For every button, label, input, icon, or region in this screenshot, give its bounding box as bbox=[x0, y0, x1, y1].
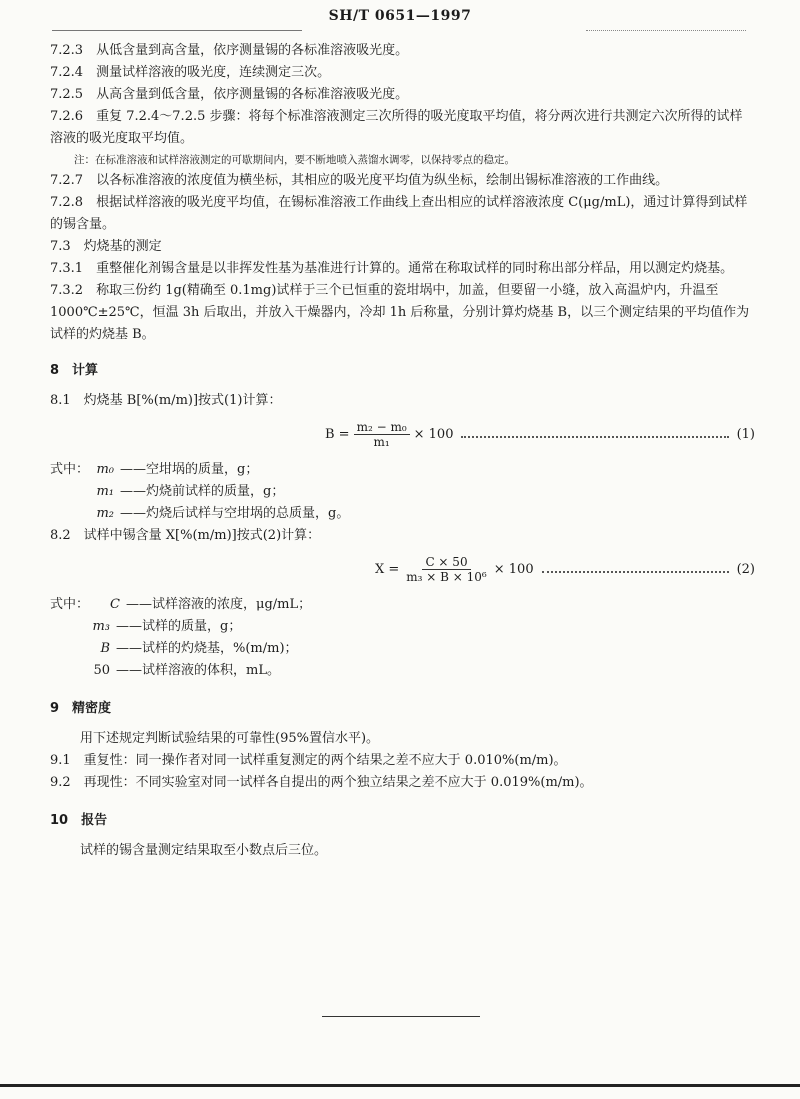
definitions-intro: 式中： bbox=[50, 597, 90, 612]
definition-text: ——灼烧后试样与空坩埚的总质量，g。 bbox=[120, 506, 350, 521]
formula-2-lhs: X = bbox=[375, 561, 400, 577]
formula-1-rhs: × 100 bbox=[413, 426, 454, 442]
formula-1-expr bbox=[325, 420, 453, 449]
standard-code: SH/T 0651—1997 bbox=[328, 8, 472, 24]
clause-7-3-2: 7.3.2 称取三份约 1g(精确至 0.1mg)试样于三个已恒重的瓷坩埚中，加盖，但要留一小缝，放入高温炉内，升温至 1000℃±25℃，恒温 3h 后取出，并放入干燥器内，冷却 1h 后称量，分别计算灼烧基 B，以三个测定结果的平均值作为试样的灼烧基 B。 bbox=[50, 283, 750, 342]
formula-1-denominator: m₁ bbox=[373, 435, 390, 449]
clause-9-1: 9.1 重复性：同一操作者对同一试样重复测定的两个结果之差不应大于 0.010%(m/m)。 bbox=[50, 753, 567, 768]
precision-intro: 用下述规定判断试验结果的可靠性(95%置信水平)。 bbox=[80, 731, 380, 746]
formula-1-leader bbox=[461, 436, 728, 438]
clause-7-3: 7.3 灼烧基的测定 bbox=[50, 239, 162, 254]
definition-text: ——试样的质量，g； bbox=[116, 619, 242, 634]
definition-text: ——试样溶液的体积，mL。 bbox=[116, 663, 280, 678]
definition-row bbox=[50, 616, 755, 638]
formula-1-definitions bbox=[50, 459, 755, 525]
definition-symbol: 50 bbox=[93, 663, 110, 678]
definition-row bbox=[50, 459, 755, 481]
clause-9-2: 9.2 再现性：不同实验室对同一试样各自提出的两个独立结果之差不应大于 0.019%(m/m)。 bbox=[50, 775, 593, 790]
clause-7-3-1: 7.3.1 重整催化剂锡含量是以非挥发性基为基准进行计算的。通常在称取试样的同时称出部分样品，用以测定灼烧基。 bbox=[50, 261, 734, 276]
formula-2-expr bbox=[375, 555, 534, 584]
formula-1-fraction bbox=[354, 420, 410, 449]
clause-7-2-5: 7.2.5 从高含量到低含量，依序测量锡的各标准溶液吸光度。 bbox=[50, 87, 409, 102]
clause-8-2: 8.2 试样中锡含量 X[%(m/m)]按式(2)计算： bbox=[50, 528, 321, 543]
definition-symbol: m₁ bbox=[96, 484, 114, 499]
page-bottom-edge bbox=[0, 1084, 800, 1087]
definition-symbol: m₂ bbox=[96, 506, 114, 521]
header-rule-right bbox=[586, 30, 746, 31]
clause-7-2-7: 7.2.7 以各标准溶液的浓度值为横坐标，其相应的吸光度平均值为纵坐标，绘制出锡标准溶液的工作曲线。 bbox=[50, 173, 669, 188]
definition-symbol: m₀ bbox=[96, 462, 114, 477]
formula-2-definitions bbox=[50, 594, 755, 682]
definitions-intro: 式中： bbox=[50, 462, 90, 477]
definition-text: ——试样的灼烧基，%(m/m)； bbox=[116, 641, 298, 656]
definition-text: ——试样溶液的浓度，μg/mL； bbox=[126, 597, 312, 612]
definition-text: ——灼烧前试样的质量，g； bbox=[120, 484, 285, 499]
end-rule bbox=[322, 1016, 480, 1017]
header-rule-left bbox=[52, 30, 302, 31]
formula-1 bbox=[50, 420, 755, 449]
clause-8-1: 8.1 灼烧基 B[%(m/m)]按式(1)计算： bbox=[50, 393, 282, 408]
formula-1-number: (1) bbox=[736, 426, 755, 442]
definition-row bbox=[50, 503, 755, 525]
definition-row bbox=[50, 660, 755, 682]
clause-7-2-6: 7.2.6 重复 7.2.4～7.2.5 步骤：将每个标准溶液测定三次所得的吸光度取平均值，将分两次进行共测定六次所得的试样溶液的吸光度取平均值。 bbox=[50, 109, 743, 146]
definition-symbol: C bbox=[110, 597, 120, 612]
formula-1-lhs: B = bbox=[325, 426, 350, 442]
formula-2 bbox=[50, 555, 755, 584]
section-8-title: 8 计算 bbox=[50, 363, 99, 378]
definition-row bbox=[50, 594, 755, 616]
clause-7-2-8: 7.2.8 根据试样溶液的吸光度平均值，在锡标准溶液工作曲线上查出相应的试样溶液浓度 C(μg/mL)，通过计算得到试样的锡含量。 bbox=[50, 195, 748, 232]
definition-text: ——空坩埚的质量，g； bbox=[120, 462, 259, 477]
formula-1-numerator: m₂ − m₀ bbox=[354, 420, 410, 435]
formula-2-numerator: C × 50 bbox=[422, 555, 470, 570]
formula-2-fraction bbox=[403, 555, 489, 584]
note: 注：在标准溶液和试样溶液测定的可歇期间内，要不断地喷入蒸馏水调零，以保持零点的稳定。 bbox=[74, 154, 515, 166]
clause-7-2-3: 7.2.3 从低含量到高含量，依序测量锡的各标准溶液吸光度。 bbox=[50, 43, 409, 58]
section-10-title: 10 报告 bbox=[50, 813, 108, 828]
definition-row bbox=[50, 481, 755, 503]
formula-2-denominator: m₃ × B × 10⁶ bbox=[406, 570, 487, 584]
formula-2-number: (2) bbox=[736, 561, 755, 577]
clause-7-2-4: 7.2.4 测量试样溶液的吸光度，连续测定三次。 bbox=[50, 65, 331, 80]
definition-row bbox=[50, 638, 755, 660]
formula-2-rhs: × 100 bbox=[493, 561, 534, 577]
section-9-title: 9 精密度 bbox=[50, 701, 112, 716]
definition-symbol: m₃ bbox=[92, 619, 110, 634]
definition-symbol: B bbox=[100, 641, 110, 656]
report-text: 试样的锡含量测定结果取至小数点后三位。 bbox=[80, 843, 328, 858]
formula-2-leader bbox=[542, 571, 729, 573]
document-body bbox=[50, 40, 755, 862]
